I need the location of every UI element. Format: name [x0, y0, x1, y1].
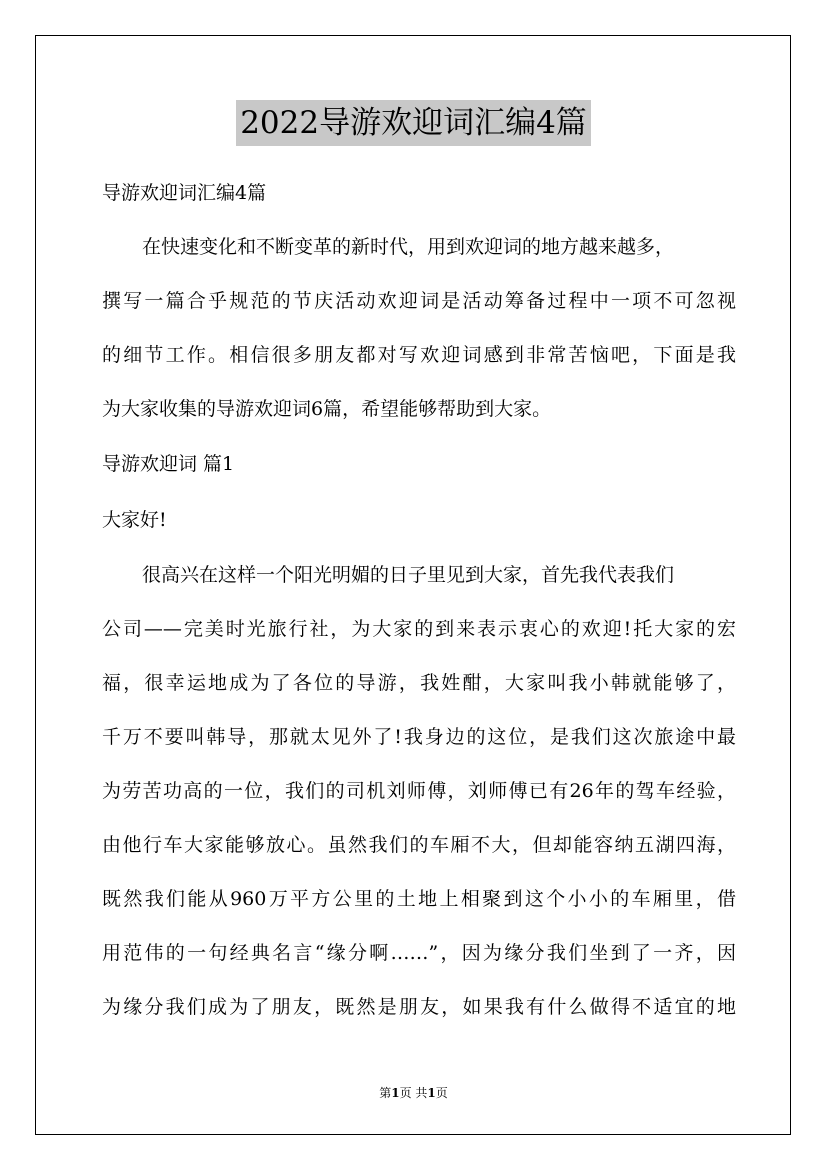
intro-line: 撰写一篇合乎规范的节庆活动欢迎词是活动筹备过程中一项不可忽视: [102, 290, 736, 312]
subtitle: 导游欢迎词汇编4篇: [102, 182, 267, 204]
page-prefix: 第: [379, 1086, 392, 1100]
intro-line: 为大家收集的导游欢迎词6篇，希望能够帮助到大家。: [102, 398, 552, 420]
page-footer: [0, 1084, 827, 1101]
body-line: 由他行车大家能够放心。虽然我们的车厢不大，但却能容纳五湖四海，: [102, 834, 736, 856]
body-line: 千万不要叫韩导，那就太见外了!我身边的这位，是我们这次旅途中最: [102, 726, 736, 748]
greeting: 大家好!: [102, 509, 167, 531]
body-line: 既然我们能从960万平方公里的土地上相聚到这个小小的车厢里，借: [102, 888, 736, 910]
body-line: 公司——完美时光旅行社，为大家的到来表示衷心的欢迎!托大家的宏: [102, 618, 736, 640]
body-line: 很高兴在这样一个阳光明媚的日子里见到大家，首先我代表我们: [142, 564, 675, 586]
page-current: 1: [391, 1086, 400, 1100]
page-total: 1: [427, 1086, 436, 1100]
page-suffix: 页: [435, 1086, 448, 1100]
section-heading: 导游欢迎词 篇1: [102, 453, 235, 475]
document-title-block: [0, 100, 827, 146]
page-mid: 页 共: [399, 1086, 428, 1100]
intro-line: 在快速变化和不断变革的新时代，用到欢迎词的地方越来越多，: [142, 236, 675, 258]
body-line: 为缘分我们成为了朋友，既然是朋友，如果我有什么做得不适宜的地: [102, 996, 736, 1018]
document-title: 2022导游欢迎词汇编4篇: [236, 100, 591, 146]
body-line: 用范伟的一句经典名言“缘分啊……”，因为缘分我们坐到了一齐，因: [102, 942, 736, 964]
body-line: 为劳苦功高的一位，我们的司机刘师傅，刘师傅已有26年的驾车经验，: [102, 780, 736, 802]
body-line: 福，很幸运地成为了各位的导游，我姓酣，大家叫我小韩就能够了，: [102, 672, 736, 694]
intro-line: 的细节工作。相信很多朋友都对写欢迎词感到非常苦恼吧，下面是我: [102, 344, 736, 366]
